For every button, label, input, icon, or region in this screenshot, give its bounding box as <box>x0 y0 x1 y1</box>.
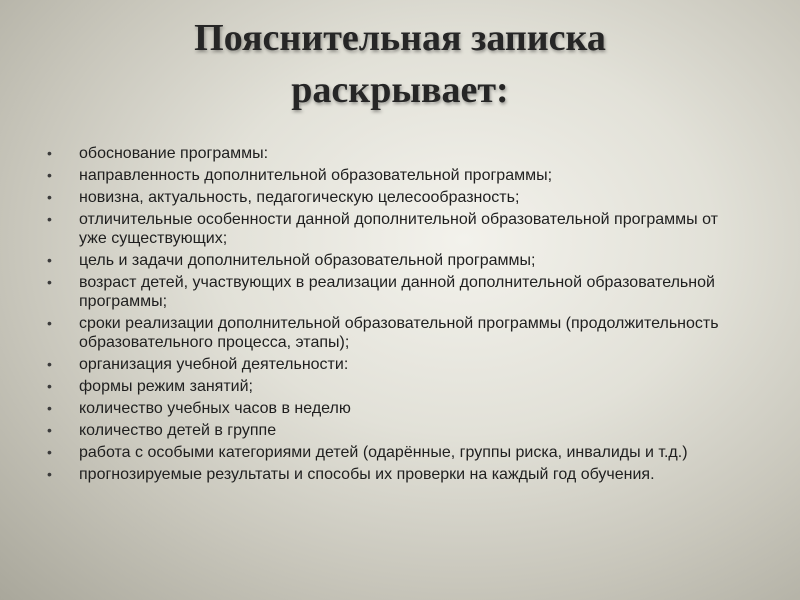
list-item-text: возраст детей, участвующих в реализации данной дополнительной образовательной программы; <box>79 274 715 310</box>
bullet-icon: • <box>47 378 52 394</box>
list-item-text: формы режим занятий; <box>79 378 253 395</box>
list-item-text: работа с особыми категориями детей (одарённые, группы риска, инвалиды и т.д.) <box>79 444 688 461</box>
bullet-icon: • <box>47 145 52 161</box>
bullet-icon: • <box>47 211 52 227</box>
list-item <box>47 377 747 396</box>
list-item <box>47 188 747 207</box>
list-item-text: количество учебных часов в неделю <box>79 400 351 417</box>
list-item-text: отличительные особенности данной дополнительной образовательной программы от уже существующих; <box>79 211 718 247</box>
list-item-text: обоснование программы: <box>79 145 269 162</box>
list-item <box>47 443 747 462</box>
slide-title-line-1: Пояснительная записка <box>194 17 606 59</box>
bullet-icon: • <box>47 356 52 372</box>
slide-title <box>0 12 800 116</box>
list-item <box>47 399 747 418</box>
bullet-icon: • <box>47 466 52 482</box>
bullet-icon: • <box>47 189 52 205</box>
list-item-text: прогнозируемые результаты и способы их проверки на каждый год обучения. <box>79 466 655 483</box>
list-item <box>47 144 747 163</box>
list-item <box>47 273 747 311</box>
list-item <box>47 314 747 352</box>
bullet-icon: • <box>47 167 52 183</box>
list-item <box>47 210 747 248</box>
list-item <box>47 421 747 440</box>
bullet-icon: • <box>47 274 52 290</box>
bullet-icon: • <box>47 252 52 268</box>
slide-title-line-2: раскрывает: <box>291 69 509 111</box>
list-item <box>47 166 747 185</box>
list-item <box>47 355 747 374</box>
list-item-text: новизна, актуальность, педагогическую целесообразность; <box>79 189 520 206</box>
list-item-text: сроки реализации дополнительной образовательной программы (продолжительность образовательного процесса, этапы); <box>79 315 719 351</box>
list-item-text: организация учебной деятельности: <box>79 356 349 373</box>
list-item-text: количество детей в группе <box>79 422 277 439</box>
bullet-list <box>47 144 747 487</box>
list-item-text: направленность дополнительной образовательной программы; <box>79 167 553 184</box>
bullet-icon: • <box>47 422 52 438</box>
bullet-icon: • <box>47 400 52 416</box>
bullet-icon: • <box>47 444 52 460</box>
list-item <box>47 465 747 484</box>
list-item-text: цель и задачи дополнительной образовательной программы; <box>79 252 536 269</box>
bullet-icon: • <box>47 315 52 331</box>
list-item <box>47 251 747 270</box>
